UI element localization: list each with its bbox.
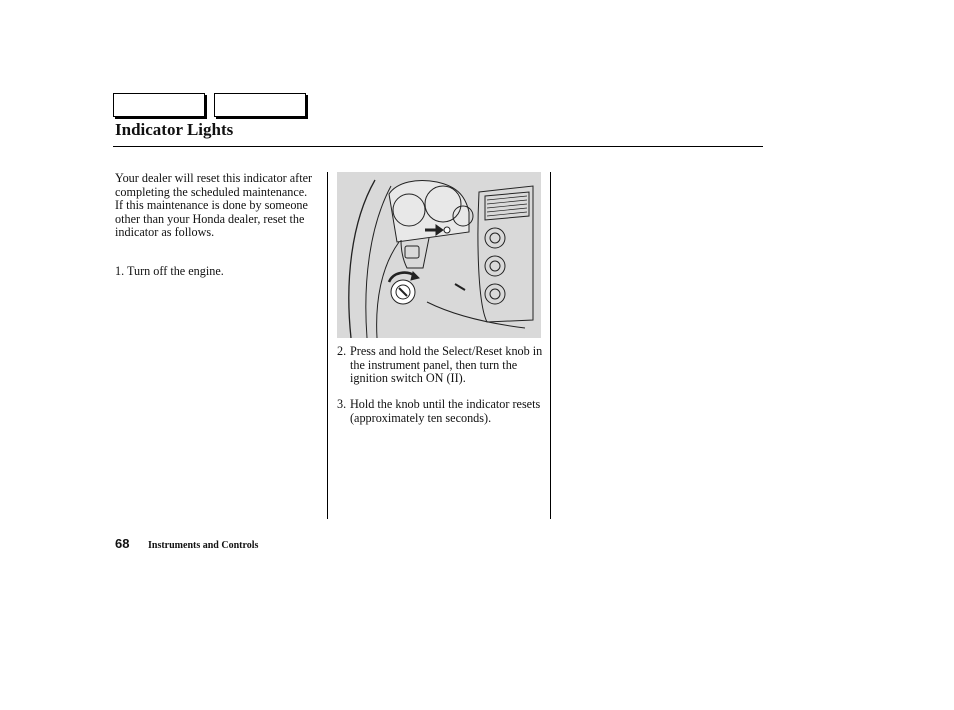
step-1-number: 1. — [115, 264, 125, 278]
step-2-number: 2. — [337, 344, 347, 358]
step-2 — [337, 345, 545, 386]
title-divider — [113, 146, 763, 147]
step-2-text: Press and hold the Select/Reset knob in the instrument panel, then turn the ignition switch ON (II). — [350, 344, 543, 385]
page-number: 68 — [115, 536, 130, 551]
dashboard-illustration-icon — [337, 172, 541, 338]
nav-button-next[interactable] — [214, 93, 306, 117]
step-1 — [115, 265, 315, 279]
page-title: Indicator Lights — [115, 120, 234, 139]
step-1-text: Turn off the engine. — [126, 264, 224, 278]
column-divider-right — [550, 172, 551, 519]
step-3 — [337, 398, 545, 425]
step-3-text: Hold the knob until the indicator resets (approximately ten seconds). — [350, 397, 541, 425]
intro-paragraph: Your dealer will reset this indicator after completing the scheduled maintenance. If this maintenance is done by someone other than your Honda dealer, reset the indicator as follows. — [115, 171, 313, 239]
column-divider-left — [327, 172, 328, 519]
section-name: Instruments and Controls — [148, 540, 259, 551]
nav-button-previous[interactable] — [113, 93, 205, 117]
step-3-number: 3. — [337, 397, 347, 411]
